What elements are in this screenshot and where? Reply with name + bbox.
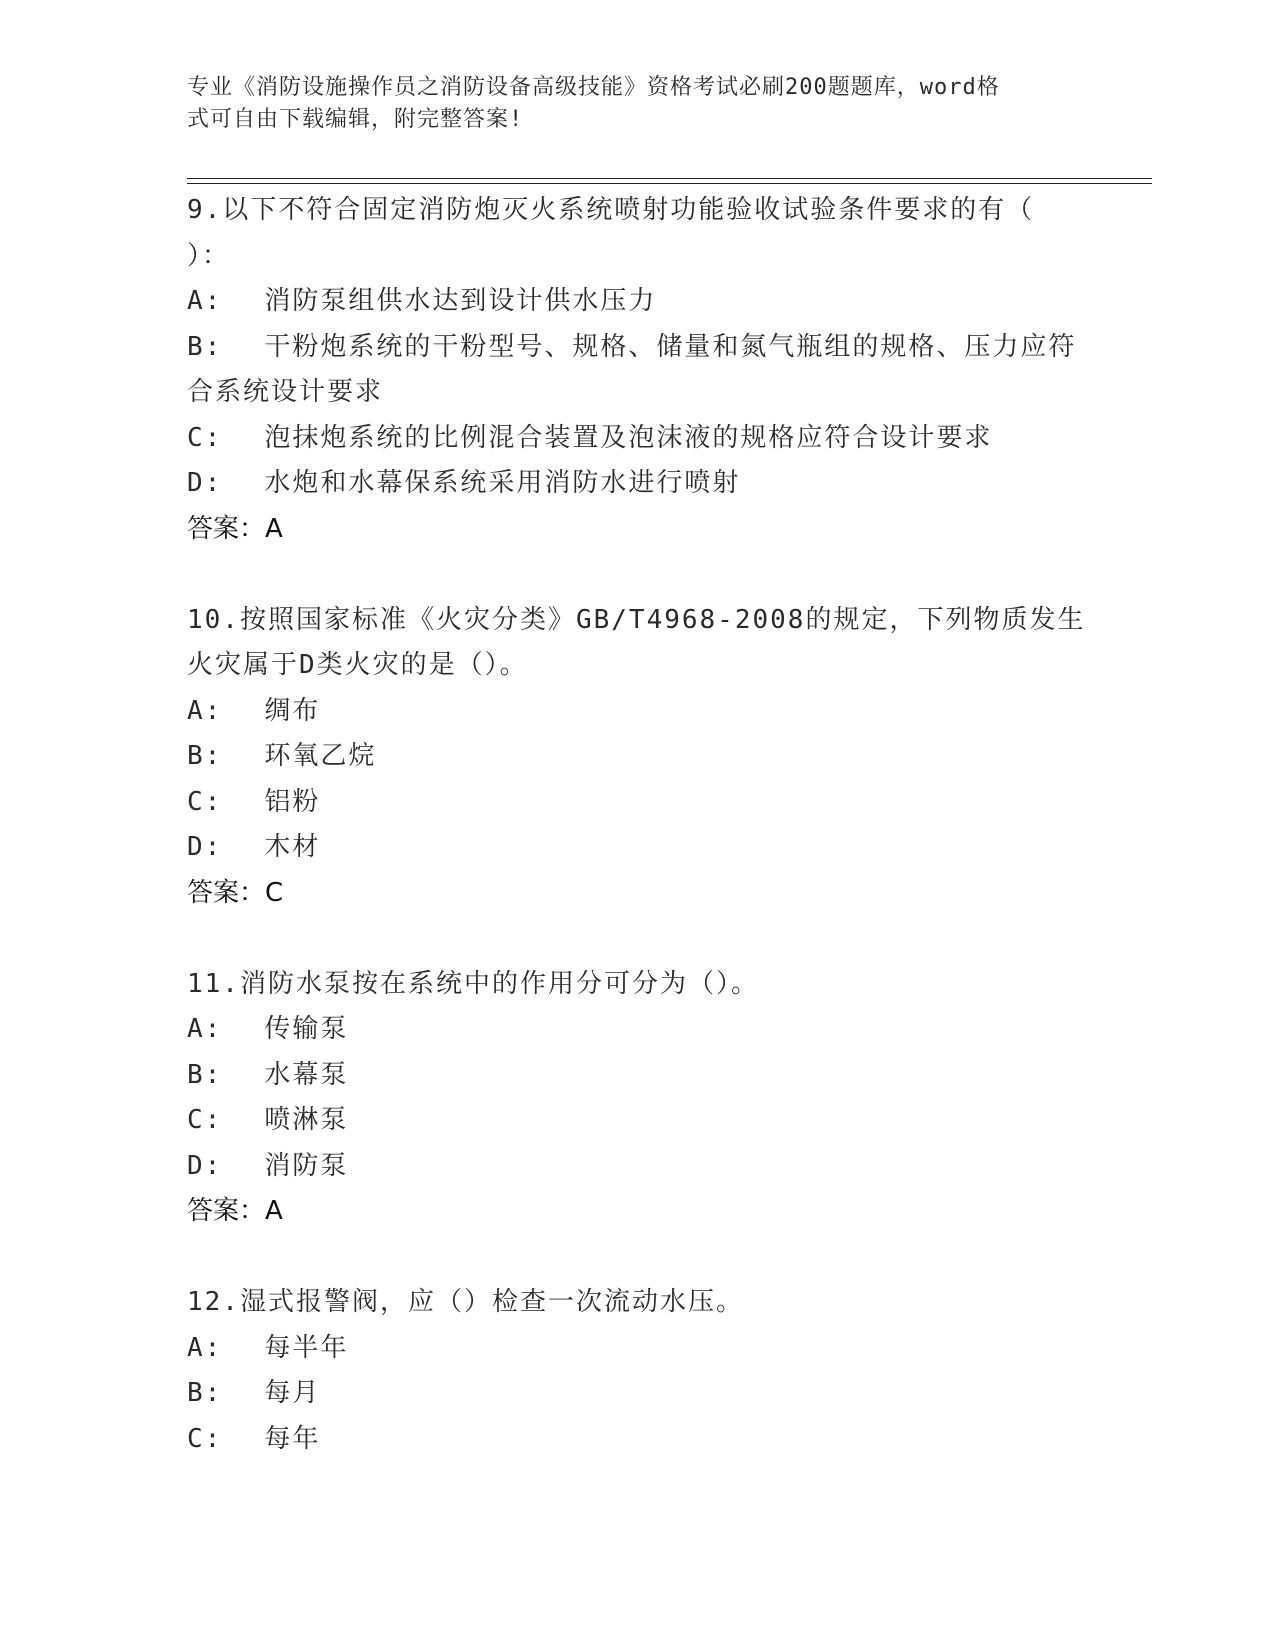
option-letter: C: xyxy=(187,1423,223,1454)
answer-value: A xyxy=(265,1196,283,1226)
option-text: 环氧乙烷 xyxy=(264,741,377,771)
option-b xyxy=(187,1371,1087,1417)
spacer xyxy=(187,916,1087,962)
option-text: 铝粉 xyxy=(264,786,321,817)
option-text: 绸布 xyxy=(264,695,321,726)
option-letter: D: xyxy=(187,468,223,498)
header-line-2: 式可自由下载编辑，附完整答案! xyxy=(187,107,524,132)
option-d xyxy=(187,1144,1087,1190)
option-text: 消防泵组供水达到设计供水压力 xyxy=(264,286,657,316)
option-text: 喷淋泵 xyxy=(264,1105,349,1135)
option-text: 每月 xyxy=(264,1378,321,1408)
option-b xyxy=(187,325,1087,371)
option-letter: C: xyxy=(187,786,223,817)
question-12 xyxy=(187,1280,1087,1462)
option-letter: B: xyxy=(187,741,223,771)
option-text: 泡抹炮系统的比例混合装置及泡沫液的规格应符合设计要求 xyxy=(264,422,993,453)
question-stem-line: 11.消防水泵按在系统中的作用分可分为（）。 xyxy=(187,968,759,999)
option-d xyxy=(187,825,1087,871)
spacer xyxy=(187,552,1087,598)
answer-value: A xyxy=(265,513,283,544)
answer-value: C xyxy=(265,877,284,908)
option-text: 木材 xyxy=(264,832,321,862)
option-c xyxy=(187,1417,1087,1463)
option-letter: A: xyxy=(187,1014,223,1044)
option-a xyxy=(187,689,1087,735)
question-stem-line: 9.以下不符合固定消防炮灭火系统喷射功能验收试验条件要求的有（ xyxy=(187,195,1035,225)
option-letter: D: xyxy=(187,1150,223,1181)
option-b-continued: 合系统设计要求 xyxy=(187,377,384,407)
option-b xyxy=(187,734,1087,780)
option-a xyxy=(187,1326,1087,1372)
answer-line xyxy=(187,1189,1087,1235)
spacer xyxy=(187,1235,1087,1281)
question-list xyxy=(187,188,1087,1462)
document-header xyxy=(187,72,1067,136)
option-c xyxy=(187,780,1087,826)
question-stem-line: 火灾属于D类火灾的是（）。 xyxy=(187,650,528,680)
header-divider-bottom xyxy=(187,183,1152,184)
option-a xyxy=(187,1007,1087,1053)
option-letter: B: xyxy=(187,1378,223,1408)
option-c xyxy=(187,416,1087,462)
option-letter: B: xyxy=(187,331,223,362)
answer-label: 答案： xyxy=(187,877,266,908)
option-letter: A: xyxy=(187,286,223,316)
option-letter: A: xyxy=(187,695,223,726)
option-text: 水幕泵 xyxy=(264,1059,349,1090)
answer-line xyxy=(187,507,1087,553)
option-text: 每半年 xyxy=(264,1332,349,1363)
option-text: 干粉炮系统的干粉型号、规格、储量和氮气瓶组的规格、压力应符 xyxy=(264,331,1077,362)
question-stem-line: 12.湿式报警阀，应（）检查一次流动水压。 xyxy=(187,1287,744,1317)
option-a xyxy=(187,279,1087,325)
option-text: 水炮和水幕保系统采用消防水进行喷射 xyxy=(264,468,741,498)
option-text: 消防泵 xyxy=(264,1150,349,1181)
answer-label: 答案： xyxy=(187,1196,266,1226)
question-10 xyxy=(187,598,1087,917)
option-c xyxy=(187,1098,1087,1144)
option-letter: D: xyxy=(187,832,223,862)
answer-label: 答案： xyxy=(187,513,266,544)
header-line-1: 专业《消防设施操作员之消防设备高级技能》资格考试必刷200题题库，word格 xyxy=(187,75,1000,100)
option-b xyxy=(187,1053,1087,1099)
option-letter: C: xyxy=(187,1105,223,1135)
question-9 xyxy=(187,188,1087,552)
option-letter: B: xyxy=(187,1059,223,1090)
header-divider-top xyxy=(187,178,1152,179)
option-letter: A: xyxy=(187,1332,223,1363)
option-text: 传输泵 xyxy=(264,1014,349,1044)
option-text: 每年 xyxy=(264,1423,321,1454)
question-11 xyxy=(187,962,1087,1235)
answer-line xyxy=(187,871,1087,917)
question-stem-line: ）： xyxy=(187,240,231,271)
question-stem-line: 10.按照国家标准《火灾分类》GB/T4968-2008的规定，下列物质发生 xyxy=(187,604,1086,635)
option-letter: C: xyxy=(187,422,223,453)
option-d xyxy=(187,461,1087,507)
